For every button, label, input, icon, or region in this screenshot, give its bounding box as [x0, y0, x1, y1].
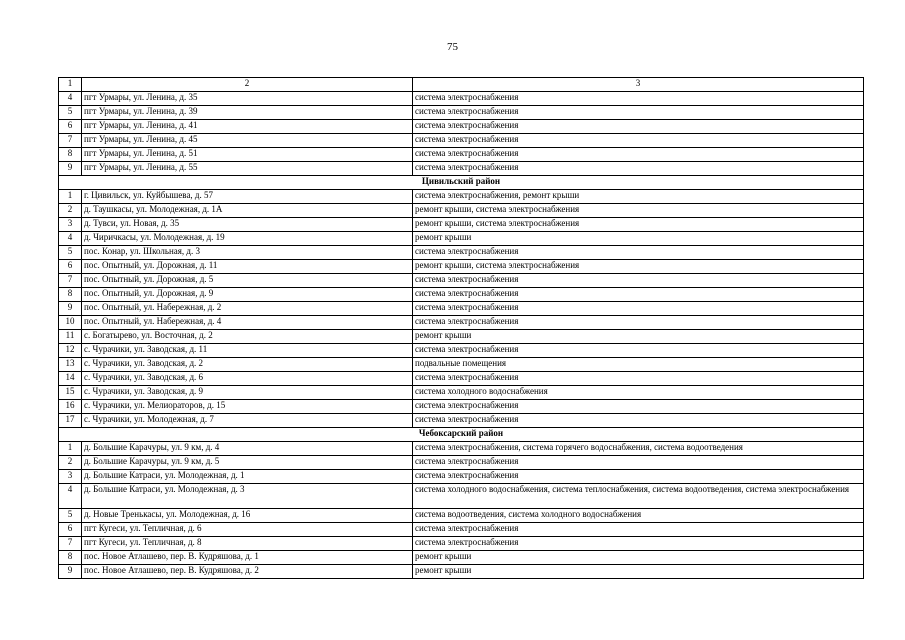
work-type-cell: система электроснабжения [413, 288, 864, 302]
work-type-cell: система электроснабжения [413, 344, 864, 358]
header-col-3: 3 [413, 78, 864, 92]
table-row [59, 260, 864, 274]
row-number-cell: 6 [59, 260, 82, 274]
row-number-cell: 3 [59, 470, 82, 484]
table-row [59, 134, 864, 148]
district-heading-row [59, 176, 864, 190]
work-type-cell: система электроснабжения, система горячего водоснабжения, система водоотведения [413, 442, 864, 456]
row-number-cell: 1 [59, 442, 82, 456]
row-number-cell: 5 [59, 246, 82, 260]
table-row [59, 551, 864, 565]
work-type-cell: подвальные помещения [413, 358, 864, 372]
work-type-cell: система водоотведения, система холодного водоснабжения [413, 509, 864, 523]
work-type-cell: система электроснабжения [413, 246, 864, 260]
address-cell: пгт Кугеси, ул. Тепличная, д. 8 [82, 537, 413, 551]
table-row [59, 162, 864, 176]
row-number-cell: 7 [59, 134, 82, 148]
work-type-cell: система электроснабжения [413, 134, 864, 148]
address-cell: с. Чурачики, ул. Заводская, д. 2 [82, 358, 413, 372]
row-number-cell: 2 [59, 456, 82, 470]
address-cell: пос. Опытный, ул. Дорожная, д. 9 [82, 288, 413, 302]
address-cell: с. Чурачики, ул. Заводская, д. 6 [82, 372, 413, 386]
table-row [59, 523, 864, 537]
row-number-cell: 9 [59, 162, 82, 176]
address-cell: г. Цивильск, ул. Куйбышева, д. 57 [82, 190, 413, 204]
address-cell: пос. Новое Атлашево, пер. В. Кудряшова, д. 2 [82, 565, 413, 579]
table-row [59, 456, 864, 470]
work-type-cell: ремонт крыши [413, 232, 864, 246]
work-type-cell: ремонт крыши [413, 565, 864, 579]
table-row [59, 218, 864, 232]
table-row [59, 386, 864, 400]
address-cell: д. Тувси, ул. Новая, д. 35 [82, 218, 413, 232]
address-cell: с. Богатырево, ул. Восточная, д. 2 [82, 330, 413, 344]
row-number-cell: 9 [59, 302, 82, 316]
address-cell: пос. Опытный, ул. Набережная, д. 4 [82, 316, 413, 330]
table-row [59, 106, 864, 120]
table-row [59, 92, 864, 106]
row-number-cell: 4 [59, 232, 82, 246]
row-number-cell: 8 [59, 288, 82, 302]
address-cell: пгт Урмары, ул. Ленина, д. 51 [82, 148, 413, 162]
address-cell: пос. Новое Атлашево, пер. В. Кудряшова, д. 1 [82, 551, 413, 565]
work-type-cell: ремонт крыши [413, 330, 864, 344]
table-row [59, 565, 864, 579]
table-row [59, 204, 864, 218]
table-row [59, 537, 864, 551]
address-cell: пос. Опытный, ул. Набережная, д. 2 [82, 302, 413, 316]
address-cell: пос. Опытный, ул. Дорожная, д. 11 [82, 260, 413, 274]
table-row [59, 470, 864, 484]
table-row [59, 246, 864, 260]
row-number-cell: 1 [59, 190, 82, 204]
work-type-cell: система электроснабжения [413, 120, 864, 134]
table-header-row [59, 78, 864, 92]
address-cell: д. Большие Карачуры, ул. 9 км, д. 4 [82, 442, 413, 456]
address-cell: с. Чурачики, ул. Мелиораторов, д. 15 [82, 400, 413, 414]
work-type-cell: ремонт крыши, система электроснабжения [413, 218, 864, 232]
address-cell: с. Чурачики, ул. Молодежная, д. 7 [82, 414, 413, 428]
table-row [59, 484, 864, 509]
page-number: 75 [447, 41, 458, 53]
address-cell: д. Большие Карачуры, ул. 9 км, д. 5 [82, 456, 413, 470]
work-type-cell: система электроснабжения, ремонт крыши [413, 190, 864, 204]
work-type-cell: система электроснабжения [413, 92, 864, 106]
table-row [59, 274, 864, 288]
table-row [59, 344, 864, 358]
address-cell: д. Чиричкасы, ул. Молодежная, д. 19 [82, 232, 413, 246]
table-row [59, 232, 864, 246]
table-row [59, 442, 864, 456]
table-row [59, 302, 864, 316]
work-type-cell: система электроснабжения [413, 316, 864, 330]
row-number-cell: 4 [59, 484, 82, 509]
work-type-cell: система электроснабжения [413, 302, 864, 316]
table-body [59, 78, 864, 579]
row-number-cell: 6 [59, 120, 82, 134]
table-row [59, 190, 864, 204]
work-type-cell: система электроснабжения [413, 400, 864, 414]
table-row [59, 330, 864, 344]
row-number-cell: 7 [59, 274, 82, 288]
district-heading: Чебоксарский район [59, 428, 864, 442]
work-type-cell: система холодного водоснабжения [413, 386, 864, 400]
row-number-cell: 13 [59, 358, 82, 372]
work-type-cell: ремонт крыши, система электроснабжения [413, 204, 864, 218]
table-row [59, 120, 864, 134]
row-number-cell: 8 [59, 148, 82, 162]
address-cell: с. Чурачики, ул. Заводская, д. 9 [82, 386, 413, 400]
row-number-cell: 7 [59, 537, 82, 551]
work-type-cell: система электроснабжения [413, 106, 864, 120]
row-number-cell: 2 [59, 204, 82, 218]
row-number-cell: 12 [59, 344, 82, 358]
row-number-cell: 10 [59, 316, 82, 330]
header-col-2: 2 [82, 78, 413, 92]
address-cell: пгт Урмары, ул. Ленина, д. 41 [82, 120, 413, 134]
row-number-cell: 6 [59, 523, 82, 537]
district-heading-row [59, 428, 864, 442]
table-row [59, 372, 864, 386]
address-cell: пгт Урмары, ул. Ленина, д. 35 [82, 92, 413, 106]
row-number-cell: 15 [59, 386, 82, 400]
row-number-cell: 3 [59, 218, 82, 232]
address-cell: д. Большие Катраси, ул. Молодежная, д. 1 [82, 470, 413, 484]
work-type-cell: система электроснабжения [413, 162, 864, 176]
address-cell: пгт Урмары, ул. Ленина, д. 45 [82, 134, 413, 148]
work-type-cell: система электроснабжения [413, 537, 864, 551]
table-row [59, 414, 864, 428]
work-type-cell: система электроснабжения [413, 274, 864, 288]
address-cell: пос. Конар, ул. Школьная, д. 3 [82, 246, 413, 260]
work-type-cell: система электроснабжения [413, 456, 864, 470]
work-type-cell: система электроснабжения [413, 148, 864, 162]
table-row [59, 509, 864, 523]
table-row [59, 288, 864, 302]
table-row [59, 148, 864, 162]
address-cell: пгт Урмары, ул. Ленина, д. 55 [82, 162, 413, 176]
row-number-cell: 5 [59, 509, 82, 523]
address-cell: пос. Опытный, ул. Дорожная, д. 5 [82, 274, 413, 288]
address-cell: д. Большие Катраси, ул. Молодежная, д. 3 [82, 484, 413, 509]
row-number-cell: 8 [59, 551, 82, 565]
work-type-cell: ремонт крыши [413, 551, 864, 565]
row-number-cell: 16 [59, 400, 82, 414]
district-heading: Цивильский район [59, 176, 864, 190]
work-type-cell: ремонт крыши, система электроснабжения [413, 260, 864, 274]
address-cell: с. Чурачики, ул. Заводская, д. 11 [82, 344, 413, 358]
row-number-cell: 17 [59, 414, 82, 428]
address-cell: пгт Урмары, ул. Ленина, д. 39 [82, 106, 413, 120]
table-row [59, 400, 864, 414]
address-cell: д. Таушкасы, ул. Молодежная, д. 1А [82, 204, 413, 218]
table-row [59, 316, 864, 330]
table-row [59, 358, 864, 372]
work-type-cell: система электроснабжения [413, 523, 864, 537]
row-number-cell: 9 [59, 565, 82, 579]
row-number-cell: 5 [59, 106, 82, 120]
address-cell: пгт Кугеси, ул. Тепличная, д. 6 [82, 523, 413, 537]
address-cell: д. Новые Тренькасы, ул. Молодежная, д. 16 [82, 509, 413, 523]
work-type-cell: система электроснабжения [413, 414, 864, 428]
row-number-cell: 4 [59, 92, 82, 106]
row-number-cell: 11 [59, 330, 82, 344]
header-col-1: 1 [59, 78, 82, 92]
repair-list-table [58, 77, 864, 579]
work-type-cell: система электроснабжения [413, 372, 864, 386]
row-number-cell: 14 [59, 372, 82, 386]
work-type-cell: система холодного водоснабжения, система теплоснабжения, система водоотведения, система электроснабжения [413, 484, 864, 509]
work-type-cell: система электроснабжения [413, 470, 864, 484]
